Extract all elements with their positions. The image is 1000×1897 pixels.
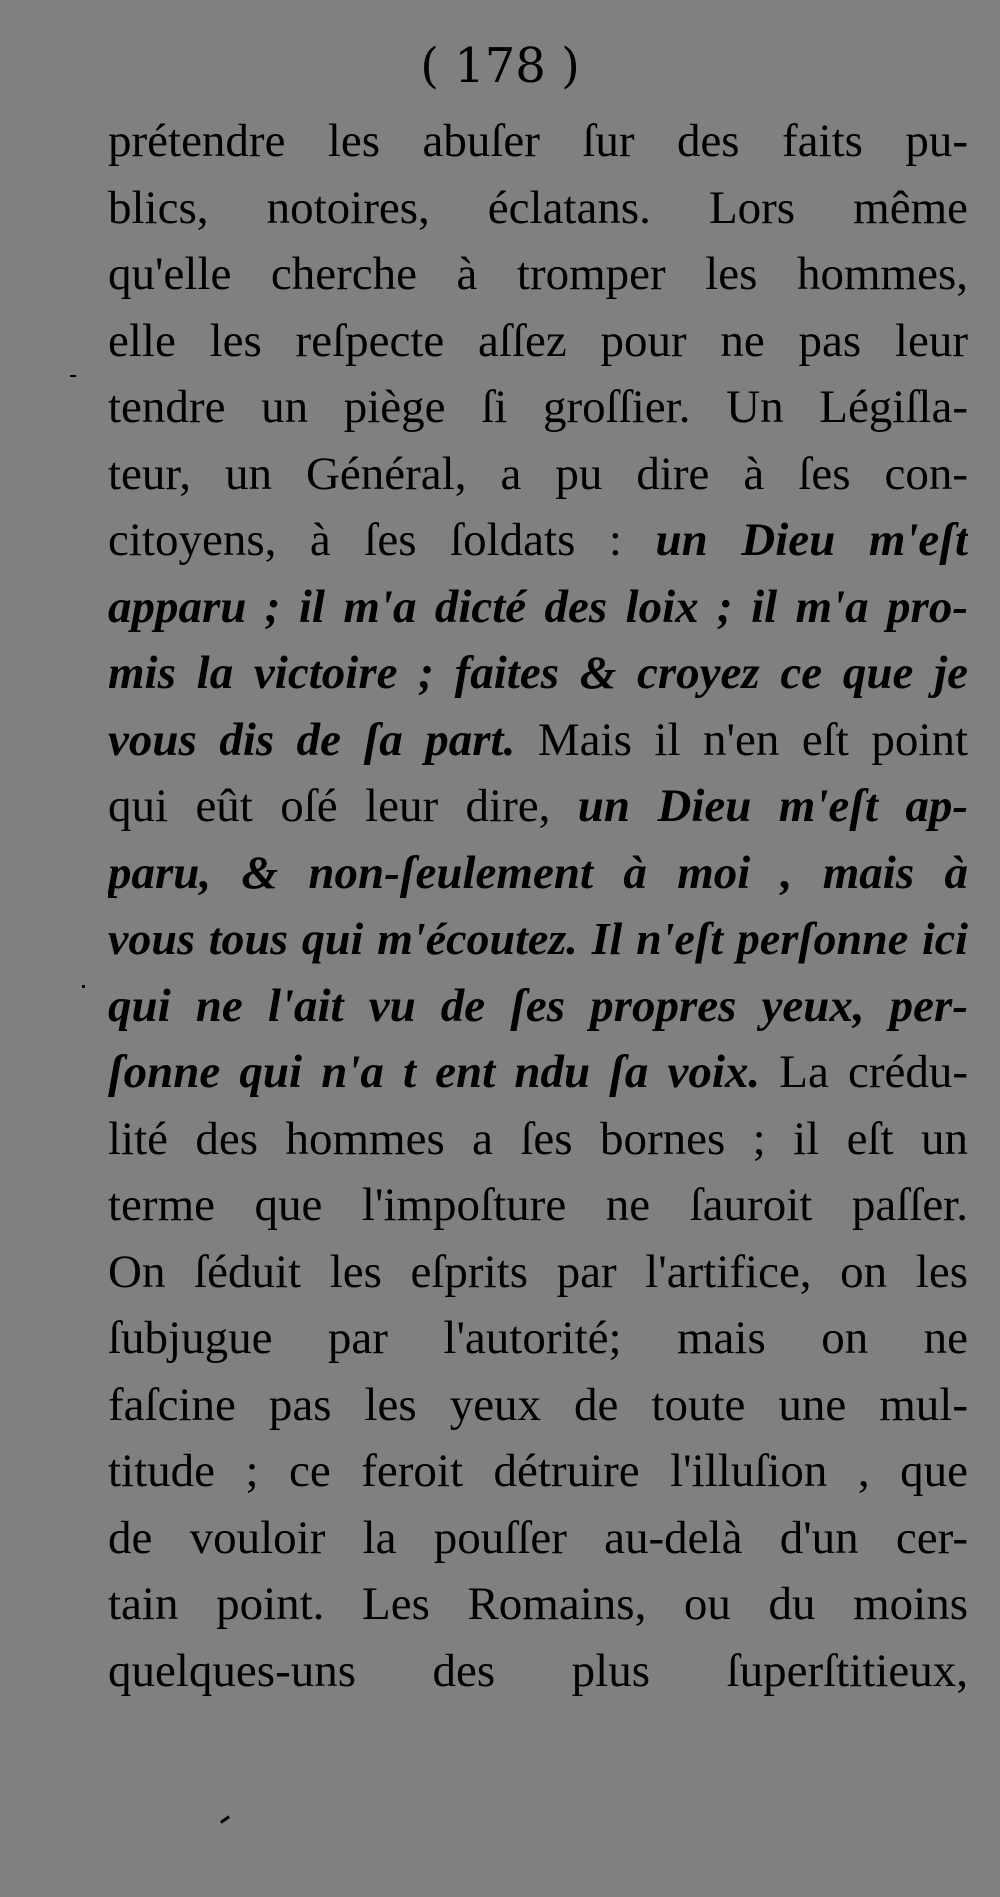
text-line-21: titude ; ce feroit détruire l'illuſion , que: [108, 1445, 968, 1497]
text-line-14: qui ne l'ait vu de ſes propres yeux, per-: [108, 979, 968, 1032]
text-line-24: quelques-uns des plus ſuperſtitieux,: [108, 1644, 968, 1697]
text-line-10-roman: Mais il n'en eſt point: [537, 713, 968, 766]
text-line-10-italic: vous dis de ſa part.: [108, 713, 516, 766]
text-line-19: ſubjugue par l'autorité; mais on ne: [108, 1312, 968, 1364]
text-line-8: apparu ; il m'a dicté des loix ; il m'a pro-: [108, 580, 968, 633]
text-line-5: tendre un piège ſi groſſier. Un Légiſla-: [108, 381, 968, 433]
text-line-7: [108, 507, 968, 574]
body-text: [108, 108, 968, 1704]
text-line-15-roman: La crédu-: [779, 1046, 968, 1098]
scan-speck: [82, 985, 85, 988]
text-line-3: qu'elle cherche à tromper les hommes,: [108, 248, 968, 300]
text-line-22: de vouloir la pouſſer au-delà d'un cer-: [108, 1511, 968, 1564]
text-line-10: [108, 707, 968, 774]
text-line-2: blics, notoires, éclatans. Lors même: [108, 181, 968, 234]
text-line-23: tain point. Les Romains, ou du moins: [108, 1578, 968, 1630]
page-number: ( 178 ): [420, 38, 580, 94]
text-line-9: mis la victoire ; faites & croyez ce que je: [108, 647, 968, 699]
text-line-17: terme que l'impoſture ne ſauroit paſſer.: [108, 1179, 968, 1231]
text-line-13: vous tous qui m'écoutez. Il n'eſt perſonne ici: [108, 913, 968, 964]
scan-speck: [70, 375, 76, 377]
text-line-18: On ſéduit les eſprits par l'artifice, on les: [108, 1245, 968, 1298]
text-line-15: [108, 1039, 968, 1106]
text-line-4: elle les reſpecte aſſez pour ne pas leur: [108, 314, 968, 367]
text-line-6: teur, un Général, a pu dire à ſes con-: [108, 447, 968, 500]
text-line-7-italic: un Dieu m'eſt: [655, 514, 968, 566]
text-line-7-roman: citoyens, à ſes ſoldats :: [108, 514, 622, 566]
text-line-15-italic: ſonne qui n'a t ent ndu ſa voix.: [108, 1046, 761, 1098]
text-line-11-roman: qui eût oſé leur dire,: [108, 780, 551, 832]
text-line-16: lité des hommes a ſes bornes ; il eſt un: [108, 1112, 968, 1165]
scan-speck: [220, 1815, 230, 1823]
text-line-11-italic: un Dieu m'eſt ap-: [577, 780, 968, 832]
text-line-11: [108, 773, 968, 840]
text-line-1: prétendre les abuſer ſur des faits pu-: [108, 115, 968, 167]
text-line-20: faſcine pas les yeux de toute une mul-: [108, 1378, 968, 1431]
text-line-12: paru, & non-ſeulement à moi , mais à: [108, 846, 968, 899]
